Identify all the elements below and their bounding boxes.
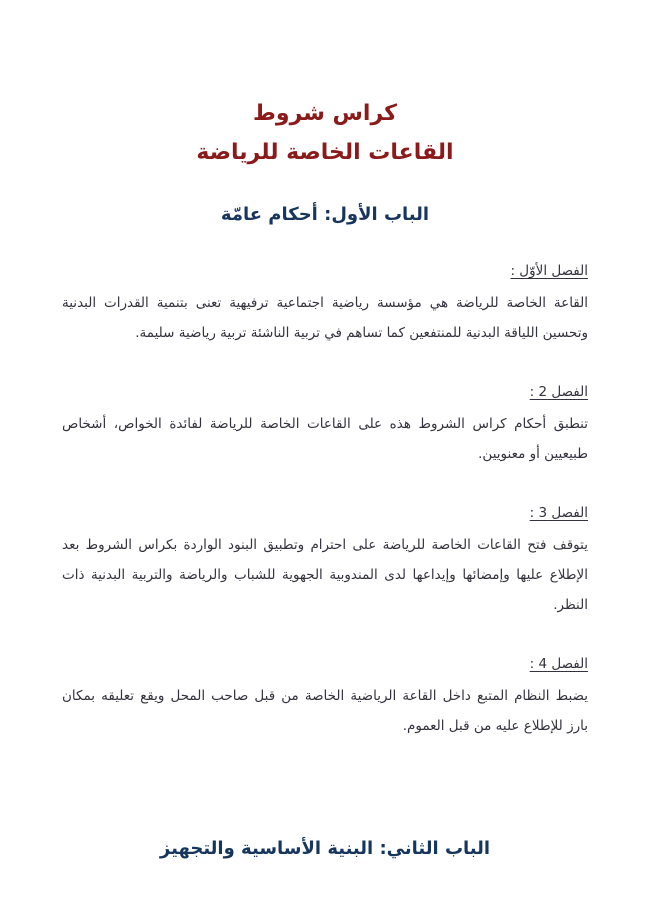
article-section-4 (62, 653, 588, 741)
article-3-heading: الفصل 3 : (529, 504, 588, 521)
chapter-2-heading: الباب الثاني: البنية الأساسية والتجهيز (159, 837, 491, 859)
article-4-body: يضبط النظام المتبع داخل القاعة الرياضية الخاصة من قبل صاحب المحل ويقع تعليقه بمكان بارز للإطلاع عليه من قبل العموم. (62, 687, 588, 734)
document-title-line1: كراس شروط (253, 101, 397, 126)
article-section-3 (62, 502, 588, 620)
article-3-body: يتوقف فتح القاعات الخاصة للرياضة على احترام وتطبيق البنود الواردة بكراس الشروط بعد الإطلاع عليها وإمضائها وإيداعها لدى المندوبية الجهوية للشباب والرياضة والتربية البدنية ذات النظر. (62, 536, 588, 613)
chapter-1-heading: الباب الأول: أحكام عامّة (220, 204, 430, 225)
document-title (62, 95, 588, 172)
document-title-line2: القاعات الخاصة للرياضة (196, 139, 454, 165)
article-4-heading: الفصل 4 : (529, 655, 588, 672)
article-section-1 (62, 260, 588, 348)
article-1-heading: الفصل الأوّل : (510, 263, 588, 280)
article-2-body: تنطبق أحكام كراس الشروط هذه على القاعات الخاصة للرياضة لفائدة الخواص، أشخاص طبيعيين أو معنويين. (62, 415, 588, 462)
article-2-heading: الفصل 2 : (529, 384, 588, 401)
article-1-body: القاعة الخاصة للرياضة هي مؤسسة رياضية اجتماعية ترفيهية تعنى بتنمية القدرات البدنية وتحسين اللياقة البدنية للمنتفعين كما تساهم في تربية الناشئة تربية رياضية سليمة. (62, 295, 588, 342)
article-section-2 (62, 381, 588, 469)
